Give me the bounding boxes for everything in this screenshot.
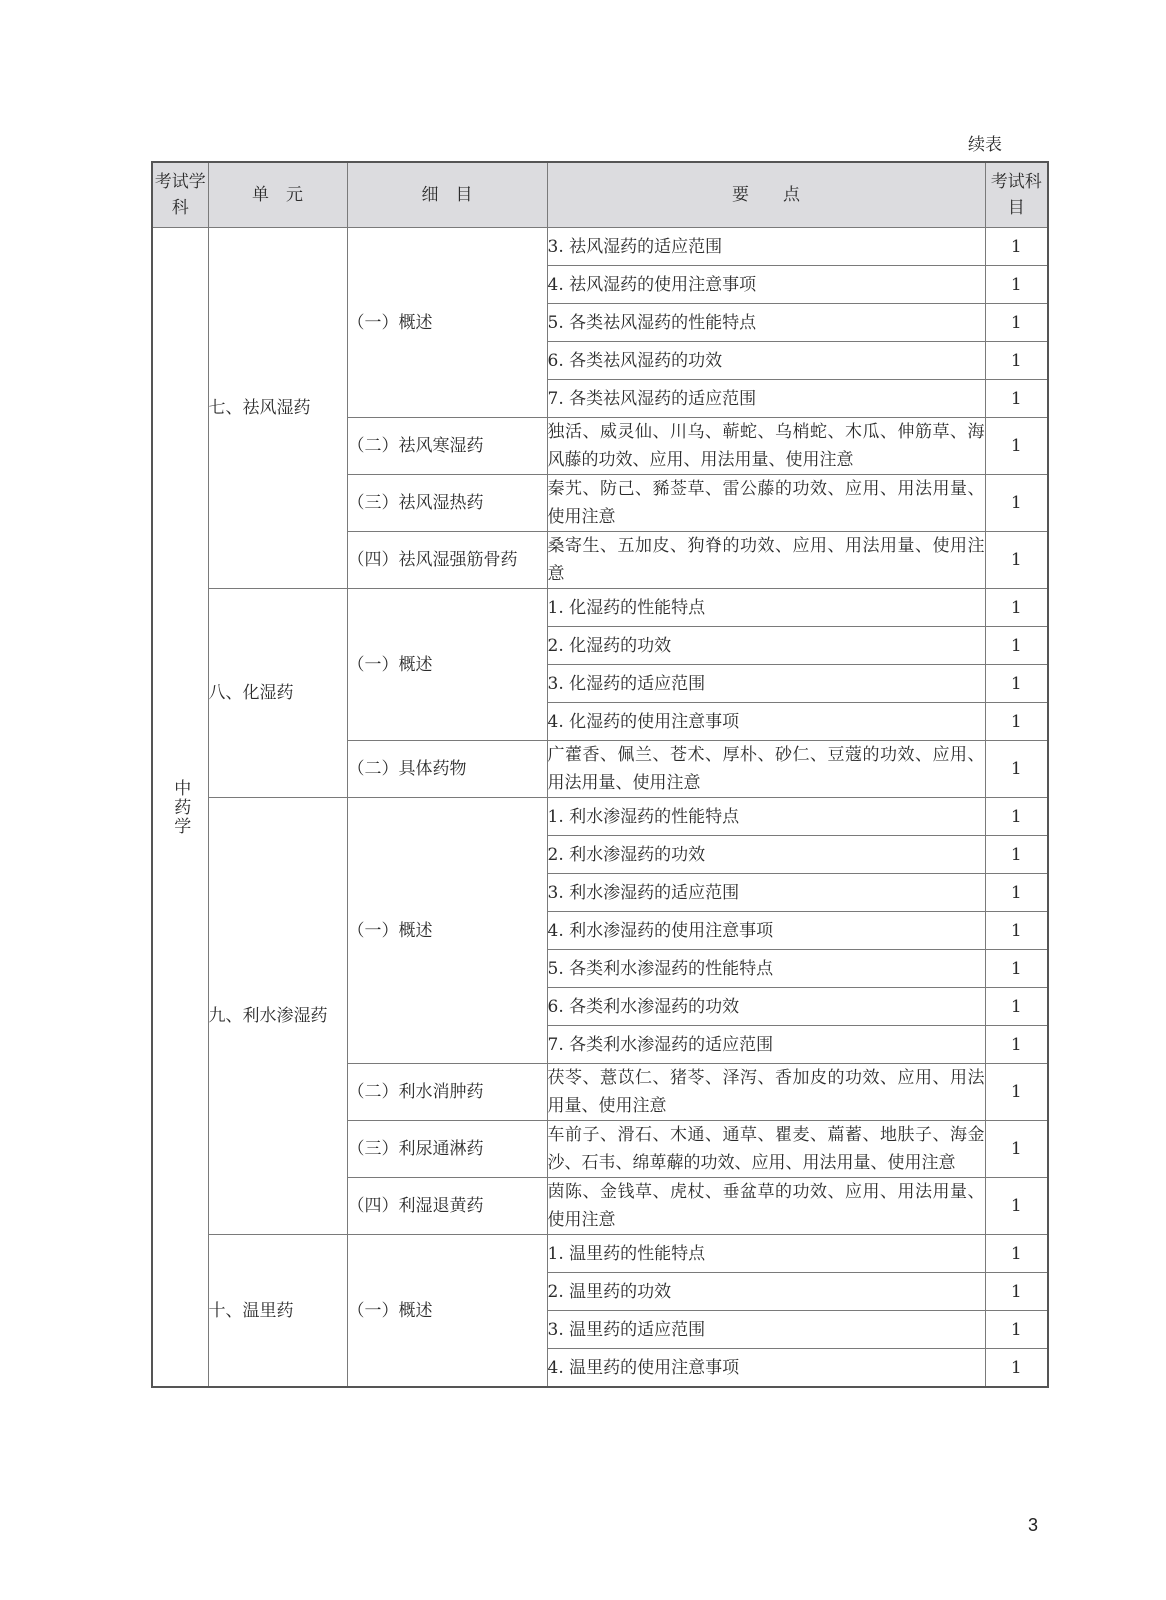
level-cell: 1 [985,1121,1048,1178]
level-cell: 1 [985,665,1048,703]
subject-label: 中药学 [170,778,191,836]
point-cell: 2. 利水渗湿药的功效 [547,836,985,874]
level-cell: 1 [985,627,1048,665]
detail-cell: （二）祛风寒湿药 [347,418,547,475]
point-cell: 6. 各类祛风湿药的功效 [547,342,985,380]
table-row [152,798,1048,836]
point-cell: 桑寄生、五加皮、狗脊的功效、应用、用法用量、使用注意 [547,532,985,589]
level-cell: 1 [985,1349,1048,1388]
level-cell: 1 [985,1064,1048,1121]
detail-cell: （三）祛风湿热药 [347,475,547,532]
point-cell: 6. 各类利水渗湿药的功效 [547,988,985,1026]
level-cell: 1 [985,304,1048,342]
unit-cell: 十、温里药 [208,1235,347,1388]
level-cell: 1 [985,266,1048,304]
level-cell: 1 [985,912,1048,950]
point-cell: 2. 化湿药的功效 [547,627,985,665]
detail-cell: （三）利尿通淋药 [347,1121,547,1178]
point-cell: 1. 化湿药的性能特点 [547,589,985,627]
point-cell: 1. 利水渗湿药的性能特点 [547,798,985,836]
syllabus-table [151,161,1049,1388]
point-cell: 3. 利水渗湿药的适应范围 [547,874,985,912]
page-number: 3 [1028,1515,1039,1535]
detail-cell: （二）利水消肿药 [347,1064,547,1121]
point-cell: 5. 各类祛风湿药的性能特点 [547,304,985,342]
header-point: 要 点 [547,162,985,228]
level-cell: 1 [985,342,1048,380]
point-cell: 4. 化湿药的使用注意事项 [547,703,985,741]
table-row [152,228,1048,266]
point-cell: 1. 温里药的性能特点 [547,1235,985,1273]
level-cell: 1 [985,874,1048,912]
point-cell: 4. 温里药的使用注意事项 [547,1349,985,1388]
level-cell: 1 [985,380,1048,418]
point-cell: 2. 温里药的功效 [547,1273,985,1311]
header-unit: 单 元 [208,162,347,228]
continued-table-label: 续表 [968,135,1002,155]
point-cell: 茵陈、金钱草、虎杖、垂盆草的功效、应用、用法用量、使用注意 [547,1178,985,1235]
level-cell: 1 [985,703,1048,741]
table-row [152,1235,1048,1273]
detail-cell: （一）概述 [347,589,547,741]
level-cell: 1 [985,741,1048,798]
level-cell: 1 [985,988,1048,1026]
level-cell: 1 [985,1311,1048,1349]
subject-cell [152,228,208,1388]
header-level: 考试科目 [985,162,1048,228]
level-cell: 1 [985,1026,1048,1064]
point-cell: 3. 祛风湿药的适应范围 [547,228,985,266]
level-cell: 1 [985,798,1048,836]
unit-cell: 七、祛风湿药 [208,228,347,589]
header-row [152,162,1048,228]
header-detail: 细 目 [347,162,547,228]
level-cell: 1 [985,1178,1048,1235]
level-cell: 1 [985,589,1048,627]
unit-cell: 九、利水渗湿药 [208,798,347,1235]
level-cell: 1 [985,418,1048,475]
level-cell: 1 [985,1273,1048,1311]
point-cell: 3. 温里药的适应范围 [547,1311,985,1349]
level-cell: 1 [985,1235,1048,1273]
level-cell: 1 [985,228,1048,266]
point-cell: 车前子、滑石、木通、通草、瞿麦、萹蓄、地肤子、海金沙、石韦、绵萆薢的功效、应用、用法用量、使用注意 [547,1121,985,1178]
point-cell: 7. 各类利水渗湿药的适应范围 [547,1026,985,1064]
level-cell: 1 [985,532,1048,589]
detail-cell: （一）概述 [347,1235,547,1388]
detail-cell: （一）概述 [347,228,547,418]
point-cell: 3. 化湿药的适应范围 [547,665,985,703]
table-row [152,589,1048,627]
detail-cell: （二）具体药物 [347,741,547,798]
level-cell: 1 [985,836,1048,874]
point-cell: 广藿香、佩兰、苍术、厚朴、砂仁、豆蔻的功效、应用、用法用量、使用注意 [547,741,985,798]
point-cell: 茯苓、薏苡仁、猪苓、泽泻、香加皮的功效、应用、用法用量、使用注意 [547,1064,985,1121]
point-cell: 4. 祛风湿药的使用注意事项 [547,266,985,304]
point-cell: 5. 各类利水渗湿药的性能特点 [547,950,985,988]
point-cell: 秦艽、防己、豨莶草、雷公藤的功效、应用、用法用量、使用注意 [547,475,985,532]
level-cell: 1 [985,950,1048,988]
detail-cell: （四）祛风湿强筋骨药 [347,532,547,589]
detail-cell: （一）概述 [347,798,547,1064]
level-cell: 1 [985,475,1048,532]
detail-cell: （四）利湿退黄药 [347,1178,547,1235]
unit-cell: 八、化湿药 [208,589,347,798]
header-subject: 考试学科 [152,162,208,228]
point-cell: 独活、威灵仙、川乌、蕲蛇、乌梢蛇、木瓜、伸筋草、海风藤的功效、应用、用法用量、使用注意 [547,418,985,475]
point-cell: 7. 各类祛风湿药的适应范围 [547,380,985,418]
point-cell: 4. 利水渗湿药的使用注意事项 [547,912,985,950]
